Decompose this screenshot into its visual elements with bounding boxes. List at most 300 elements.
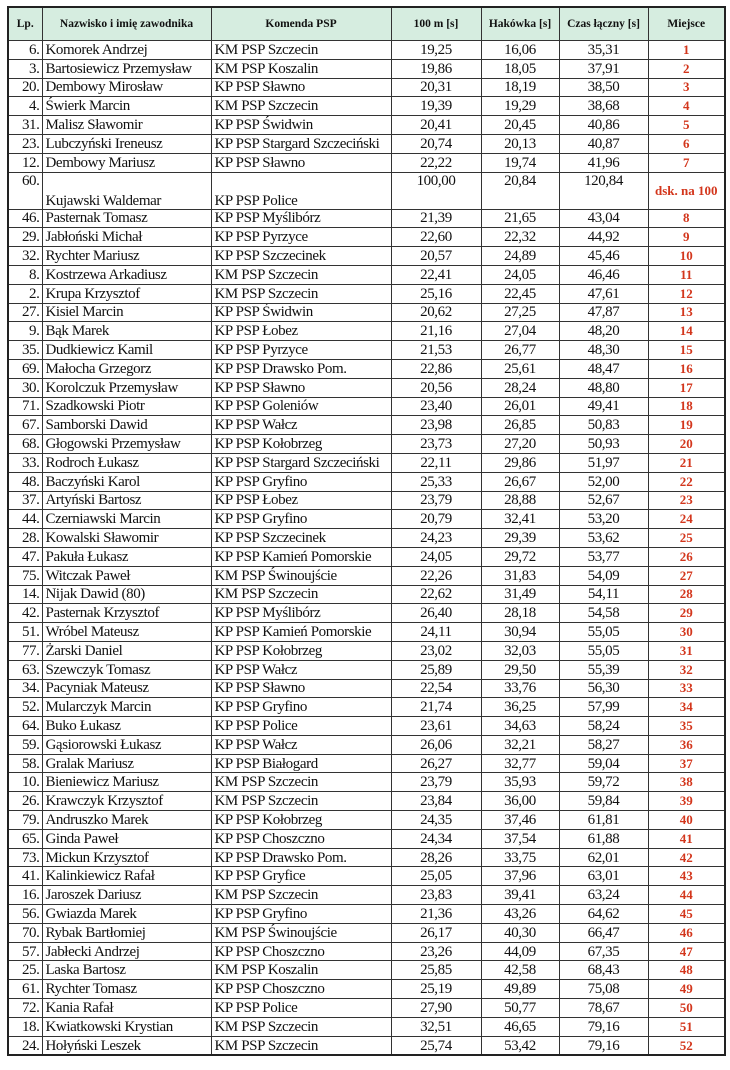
cell-total-time: 46,46 bbox=[559, 265, 648, 284]
cell-unit: KP PSP Stargard Szczeciński bbox=[211, 134, 391, 153]
cell-100m: 25,16 bbox=[391, 284, 481, 303]
table-row bbox=[8, 472, 725, 491]
cell-unit: KP PSP Sławno bbox=[211, 153, 391, 172]
cell-100m: 24,23 bbox=[391, 529, 481, 548]
cell-unit: KP PSP Sławno bbox=[211, 378, 391, 397]
cell-hakowka: 16,06 bbox=[481, 41, 559, 60]
cell-name: Andruszko Marek bbox=[42, 811, 211, 830]
cell-lp: 12. bbox=[8, 153, 42, 172]
cell-100m: 22,11 bbox=[391, 453, 481, 472]
header-100m: 100 m [s] bbox=[391, 7, 481, 41]
cell-lp: 26. bbox=[8, 792, 42, 811]
cell-lp: 31. bbox=[8, 116, 42, 135]
cell-total-time: 48,80 bbox=[559, 378, 648, 397]
cell-place: 31 bbox=[648, 641, 725, 660]
table-row bbox=[8, 604, 725, 623]
cell-lp: 3. bbox=[8, 59, 42, 78]
cell-name: Hołyński Leszek bbox=[42, 1036, 211, 1055]
cell-unit: KP PSP Świdwin bbox=[211, 116, 391, 135]
header-lp: Lp. bbox=[8, 7, 42, 41]
cell-place: 26 bbox=[648, 547, 725, 566]
cell-total-time: 55,05 bbox=[559, 623, 648, 642]
cell-100m: 20,31 bbox=[391, 78, 481, 97]
cell-hakowka: 31,83 bbox=[481, 566, 559, 585]
cell-unit: KP PSP Białogard bbox=[211, 754, 391, 773]
cell-lp: 73. bbox=[8, 848, 42, 867]
cell-100m: 20,56 bbox=[391, 378, 481, 397]
cell-unit: KM PSP Szczecin bbox=[211, 284, 391, 303]
cell-unit: KP PSP Łobez bbox=[211, 491, 391, 510]
cell-100m: 23,84 bbox=[391, 792, 481, 811]
cell-unit: KP PSP Choszczno bbox=[211, 980, 391, 999]
cell-total-time: 47,87 bbox=[559, 303, 648, 322]
cell-total-time: 35,31 bbox=[559, 41, 648, 60]
cell-name: Wróbel Mateusz bbox=[42, 623, 211, 642]
cell-place: 30 bbox=[648, 623, 725, 642]
cell-unit: KM PSP Szczecin bbox=[211, 886, 391, 905]
cell-name: Pacyniak Mateusz bbox=[42, 679, 211, 698]
cell-lp: 57. bbox=[8, 942, 42, 961]
cell-hakowka: 26,77 bbox=[481, 341, 559, 360]
table-row bbox=[8, 341, 725, 360]
cell-place: 11 bbox=[648, 265, 725, 284]
cell-100m: 23,79 bbox=[391, 491, 481, 510]
cell-place: 1 bbox=[648, 41, 725, 60]
cell-place: 23 bbox=[648, 491, 725, 510]
cell-hakowka: 28,18 bbox=[481, 604, 559, 623]
cell-place: 38 bbox=[648, 773, 725, 792]
table-row bbox=[8, 792, 725, 811]
cell-place: 18 bbox=[648, 397, 725, 416]
cell-hakowka: 39,41 bbox=[481, 886, 559, 905]
cell-unit: KP PSP Goleniów bbox=[211, 397, 391, 416]
cell-lp: 37. bbox=[8, 491, 42, 510]
cell-total-time: 78,67 bbox=[559, 999, 648, 1018]
cell-hakowka: 44,09 bbox=[481, 942, 559, 961]
table-row bbox=[8, 209, 725, 228]
cell-name: Kisiel Marcin bbox=[42, 303, 211, 322]
table-row bbox=[8, 397, 725, 416]
cell-total-time: 59,72 bbox=[559, 773, 648, 792]
cell-name: Gwiazda Marek bbox=[42, 905, 211, 924]
cell-unit: KP PSP Kołobrzeg bbox=[211, 435, 391, 454]
cell-hakowka: 26,01 bbox=[481, 397, 559, 416]
cell-lp: 25. bbox=[8, 961, 42, 980]
cell-lp: 8. bbox=[8, 265, 42, 284]
cell-100m: 23,02 bbox=[391, 641, 481, 660]
cell-total-time: 55,05 bbox=[559, 641, 648, 660]
cell-100m: 26,06 bbox=[391, 735, 481, 754]
cell-total-time: 120,84 bbox=[559, 172, 648, 209]
cell-100m: 20,62 bbox=[391, 303, 481, 322]
cell-100m: 22,60 bbox=[391, 228, 481, 247]
cell-lp: 77. bbox=[8, 641, 42, 660]
cell-total-time: 49,41 bbox=[559, 397, 648, 416]
cell-100m: 25,89 bbox=[391, 660, 481, 679]
cell-total-time: 53,77 bbox=[559, 547, 648, 566]
results-table bbox=[7, 6, 726, 1056]
cell-unit: KM PSP Szczecin bbox=[211, 773, 391, 792]
cell-unit: KP PSP Gryfino bbox=[211, 905, 391, 924]
cell-hakowka: 29,50 bbox=[481, 660, 559, 679]
cell-100m: 25,19 bbox=[391, 980, 481, 999]
cell-total-time: 63,01 bbox=[559, 867, 648, 886]
table-row bbox=[8, 153, 725, 172]
table-row bbox=[8, 999, 725, 1018]
cell-100m: 19,39 bbox=[391, 97, 481, 116]
cell-unit: KP PSP Sławno bbox=[211, 78, 391, 97]
header-unit: Komenda PSP bbox=[211, 7, 391, 41]
cell-total-time: 64,62 bbox=[559, 905, 648, 924]
cell-name: Kujawski Waldemar bbox=[42, 172, 211, 209]
cell-unit: KP PSP Police bbox=[211, 172, 391, 209]
cell-unit: KP PSP Łobez bbox=[211, 322, 391, 341]
cell-lp: 71. bbox=[8, 397, 42, 416]
cell-name: Szadkowski Piotr bbox=[42, 397, 211, 416]
cell-lp: 34. bbox=[8, 679, 42, 698]
cell-unit: KP PSP Drawsko Pom. bbox=[211, 848, 391, 867]
cell-100m: 20,79 bbox=[391, 510, 481, 529]
table-row bbox=[8, 735, 725, 754]
table-row bbox=[8, 303, 725, 322]
cell-total-time: 48,47 bbox=[559, 359, 648, 378]
cell-name: Gralak Mariusz bbox=[42, 754, 211, 773]
table-row bbox=[8, 942, 725, 961]
cell-hakowka: 49,89 bbox=[481, 980, 559, 999]
cell-total-time: 62,01 bbox=[559, 848, 648, 867]
cell-lp: 65. bbox=[8, 829, 42, 848]
cell-total-time: 66,47 bbox=[559, 923, 648, 942]
cell-place: 44 bbox=[648, 886, 725, 905]
cell-100m: 22,22 bbox=[391, 153, 481, 172]
cell-hakowka: 22,45 bbox=[481, 284, 559, 303]
cell-hakowka: 32,77 bbox=[481, 754, 559, 773]
cell-hakowka: 29,86 bbox=[481, 453, 559, 472]
cell-hakowka: 33,75 bbox=[481, 848, 559, 867]
table-row bbox=[8, 773, 725, 792]
cell-hakowka: 19,74 bbox=[481, 153, 559, 172]
cell-name: Gąsiorowski Łukasz bbox=[42, 735, 211, 754]
cell-name: Pasternak Tomasz bbox=[42, 209, 211, 228]
cell-100m: 24,35 bbox=[391, 811, 481, 830]
cell-place: 12 bbox=[648, 284, 725, 303]
cell-lp: 4. bbox=[8, 97, 42, 116]
table-row bbox=[8, 886, 725, 905]
cell-100m: 21,39 bbox=[391, 209, 481, 228]
cell-100m: 20,57 bbox=[391, 247, 481, 266]
table-row bbox=[8, 641, 725, 660]
cell-lp: 29. bbox=[8, 228, 42, 247]
cell-total-time: 51,97 bbox=[559, 453, 648, 472]
cell-name: Świerk Marcin bbox=[42, 97, 211, 116]
cell-100m: 20,41 bbox=[391, 116, 481, 135]
cell-unit: KM PSP Szczecin bbox=[211, 265, 391, 284]
table-row bbox=[8, 453, 725, 472]
cell-hakowka: 18,19 bbox=[481, 78, 559, 97]
cell-place: 19 bbox=[648, 416, 725, 435]
cell-total-time: 53,20 bbox=[559, 510, 648, 529]
cell-name: Dembowy Mirosław bbox=[42, 78, 211, 97]
cell-total-time: 55,39 bbox=[559, 660, 648, 679]
cell-100m: 23,26 bbox=[391, 942, 481, 961]
cell-hakowka: 27,04 bbox=[481, 322, 559, 341]
cell-lp: 33. bbox=[8, 453, 42, 472]
cell-100m: 21,16 bbox=[391, 322, 481, 341]
cell-unit: KP PSP Wałcz bbox=[211, 660, 391, 679]
cell-name: Rybak Bartłomiej bbox=[42, 923, 211, 942]
cell-place: 28 bbox=[648, 585, 725, 604]
cell-lp: 47. bbox=[8, 547, 42, 566]
table-row bbox=[8, 228, 725, 247]
cell-lp: 48. bbox=[8, 472, 42, 491]
cell-total-time: 47,61 bbox=[559, 284, 648, 303]
cell-lp: 58. bbox=[8, 754, 42, 773]
cell-total-time: 43,04 bbox=[559, 209, 648, 228]
cell-100m: 23,79 bbox=[391, 773, 481, 792]
cell-unit: KP PSP Drawsko Pom. bbox=[211, 359, 391, 378]
cell-place: 27 bbox=[648, 566, 725, 585]
cell-100m: 22,62 bbox=[391, 585, 481, 604]
cell-place: 29 bbox=[648, 604, 725, 623]
cell-unit: KP PSP Szczecinek bbox=[211, 529, 391, 548]
cell-place: 10 bbox=[648, 247, 725, 266]
cell-place: 4 bbox=[648, 97, 725, 116]
cell-unit: KP PSP Police bbox=[211, 999, 391, 1018]
cell-lp: 59. bbox=[8, 735, 42, 754]
cell-place: 46 bbox=[648, 923, 725, 942]
cell-name: Czerniawski Marcin bbox=[42, 510, 211, 529]
table-row bbox=[8, 754, 725, 773]
cell-name: Rychter Tomasz bbox=[42, 980, 211, 999]
table-row bbox=[8, 717, 725, 736]
cell-name: Jabłecki Andrzej bbox=[42, 942, 211, 961]
cell-100m: 21,53 bbox=[391, 341, 481, 360]
cell-total-time: 61,88 bbox=[559, 829, 648, 848]
cell-100m: 26,40 bbox=[391, 604, 481, 623]
cell-unit: KP PSP Choszczno bbox=[211, 829, 391, 848]
cell-lp: 18. bbox=[8, 1017, 42, 1036]
header-name: Nazwisko i imię zawodnika bbox=[42, 7, 211, 41]
cell-hakowka: 42,58 bbox=[481, 961, 559, 980]
cell-place: 22 bbox=[648, 472, 725, 491]
cell-total-time: 59,04 bbox=[559, 754, 648, 773]
cell-place: 8 bbox=[648, 209, 725, 228]
cell-lp: 42. bbox=[8, 604, 42, 623]
table-row bbox=[8, 961, 725, 980]
cell-unit: KP PSP Gryfino bbox=[211, 698, 391, 717]
table-row bbox=[8, 923, 725, 942]
cell-unit: KP PSP Kołobrzeg bbox=[211, 641, 391, 660]
cell-hakowka: 36,00 bbox=[481, 792, 559, 811]
cell-name: Pasternak Krzysztof bbox=[42, 604, 211, 623]
cell-100m: 19,86 bbox=[391, 59, 481, 78]
cell-hakowka: 53,42 bbox=[481, 1036, 559, 1055]
table-row bbox=[8, 698, 725, 717]
cell-unit: KM PSP Szczecin bbox=[211, 1017, 391, 1036]
cell-name: Mularczyk Marcin bbox=[42, 698, 211, 717]
cell-hakowka: 25,61 bbox=[481, 359, 559, 378]
cell-place: 5 bbox=[648, 116, 725, 135]
cell-total-time: 58,27 bbox=[559, 735, 648, 754]
cell-place: 37 bbox=[648, 754, 725, 773]
cell-name: Bartosiewicz Przemysław bbox=[42, 59, 211, 78]
cell-name: Małocha Grzegorz bbox=[42, 359, 211, 378]
cell-lp: 70. bbox=[8, 923, 42, 942]
cell-100m: 22,41 bbox=[391, 265, 481, 284]
cell-total-time: 67,35 bbox=[559, 942, 648, 961]
cell-name: Witczak Paweł bbox=[42, 566, 211, 585]
cell-100m: 23,61 bbox=[391, 717, 481, 736]
table-row bbox=[8, 679, 725, 698]
cell-unit: KP PSP Police bbox=[211, 717, 391, 736]
cell-unit: KM PSP Szczecin bbox=[211, 585, 391, 604]
cell-lp: 32. bbox=[8, 247, 42, 266]
table-row bbox=[8, 1017, 725, 1036]
cell-hakowka: 27,25 bbox=[481, 303, 559, 322]
table-row bbox=[8, 265, 725, 284]
cell-name: Bąk Marek bbox=[42, 322, 211, 341]
cell-name: Baczyński Karol bbox=[42, 472, 211, 491]
cell-total-time: 79,16 bbox=[559, 1036, 648, 1055]
cell-place: 14 bbox=[648, 322, 725, 341]
table-row bbox=[8, 41, 725, 60]
cell-lp: 20. bbox=[8, 78, 42, 97]
cell-unit: KP PSP Szczecinek bbox=[211, 247, 391, 266]
table-row bbox=[8, 980, 725, 999]
cell-place: 42 bbox=[648, 848, 725, 867]
cell-unit: KP PSP Kamień Pomorskie bbox=[211, 623, 391, 642]
cell-100m: 100,00 bbox=[391, 172, 481, 209]
cell-100m: 22,26 bbox=[391, 566, 481, 585]
cell-hakowka: 21,65 bbox=[481, 209, 559, 228]
cell-total-time: 52,00 bbox=[559, 472, 648, 491]
cell-name: Głogowski Przemysław bbox=[42, 435, 211, 454]
table-row bbox=[8, 247, 725, 266]
cell-place: 52 bbox=[648, 1036, 725, 1055]
cell-place: 16 bbox=[648, 359, 725, 378]
cell-hakowka: 43,26 bbox=[481, 905, 559, 924]
cell-total-time: 58,24 bbox=[559, 717, 648, 736]
cell-lp: 24. bbox=[8, 1036, 42, 1055]
cell-hakowka: 36,25 bbox=[481, 698, 559, 717]
cell-hakowka: 32,41 bbox=[481, 510, 559, 529]
cell-hakowka: 20,84 bbox=[481, 172, 559, 209]
cell-total-time: 54,11 bbox=[559, 585, 648, 604]
cell-lp: 46. bbox=[8, 209, 42, 228]
cell-lp: 64. bbox=[8, 717, 42, 736]
cell-hakowka: 31,49 bbox=[481, 585, 559, 604]
cell-100m: 25,74 bbox=[391, 1036, 481, 1055]
cell-name: Komorek Andrzej bbox=[42, 41, 211, 60]
cell-unit: KM PSP Świnoujście bbox=[211, 923, 391, 942]
cell-place: dsk. na 100 bbox=[648, 172, 725, 209]
cell-name: Żarski Daniel bbox=[42, 641, 211, 660]
cell-place: 33 bbox=[648, 679, 725, 698]
cell-total-time: 48,20 bbox=[559, 322, 648, 341]
cell-place: 48 bbox=[648, 961, 725, 980]
cell-unit: KP PSP Myślibórz bbox=[211, 209, 391, 228]
cell-name: Mickun Krzysztof bbox=[42, 848, 211, 867]
cell-100m: 20,74 bbox=[391, 134, 481, 153]
cell-unit: KP PSP Gryfino bbox=[211, 472, 391, 491]
cell-hakowka: 37,96 bbox=[481, 867, 559, 886]
table-row bbox=[8, 660, 725, 679]
cell-name: Samborski Dawid bbox=[42, 416, 211, 435]
cell-total-time: 75,08 bbox=[559, 980, 648, 999]
cell-hakowka: 35,93 bbox=[481, 773, 559, 792]
cell-name: Kostrzewa Arkadiusz bbox=[42, 265, 211, 284]
cell-total-time: 44,92 bbox=[559, 228, 648, 247]
cell-total-time: 41,96 bbox=[559, 153, 648, 172]
cell-name: Nijak Dawid (80) bbox=[42, 585, 211, 604]
cell-place: 13 bbox=[648, 303, 725, 322]
cell-total-time: 68,43 bbox=[559, 961, 648, 980]
cell-total-time: 38,50 bbox=[559, 78, 648, 97]
cell-total-time: 53,62 bbox=[559, 529, 648, 548]
cell-name: Rychter Mariusz bbox=[42, 247, 211, 266]
cell-place: 45 bbox=[648, 905, 725, 924]
table-row bbox=[8, 97, 725, 116]
table-row bbox=[8, 623, 725, 642]
cell-hakowka: 20,45 bbox=[481, 116, 559, 135]
cell-total-time: 57,99 bbox=[559, 698, 648, 717]
cell-hakowka: 26,85 bbox=[481, 416, 559, 435]
cell-lp: 14. bbox=[8, 585, 42, 604]
cell-unit: KM PSP Koszalin bbox=[211, 961, 391, 980]
cell-hakowka: 24,05 bbox=[481, 265, 559, 284]
cell-lp: 56. bbox=[8, 905, 42, 924]
cell-hakowka: 22,32 bbox=[481, 228, 559, 247]
cell-lp: 41. bbox=[8, 867, 42, 886]
cell-name: Rodroch Łukasz bbox=[42, 453, 211, 472]
cell-100m: 21,74 bbox=[391, 698, 481, 717]
cell-name: Malisz Sławomir bbox=[42, 116, 211, 135]
table-row bbox=[8, 585, 725, 604]
cell-total-time: 56,30 bbox=[559, 679, 648, 698]
cell-unit: KP PSP Kamień Pomorskie bbox=[211, 547, 391, 566]
table-row bbox=[8, 284, 725, 303]
cell-place: 9 bbox=[648, 228, 725, 247]
cell-total-time: 50,83 bbox=[559, 416, 648, 435]
header-row bbox=[8, 7, 725, 41]
cell-100m: 24,34 bbox=[391, 829, 481, 848]
cell-place: 36 bbox=[648, 735, 725, 754]
header-place: Miejsce bbox=[648, 7, 725, 41]
cell-place: 47 bbox=[648, 942, 725, 961]
table-row bbox=[8, 59, 725, 78]
cell-100m: 32,51 bbox=[391, 1017, 481, 1036]
cell-lp: 69. bbox=[8, 359, 42, 378]
cell-unit: KP PSP Pyrzyce bbox=[211, 341, 391, 360]
cell-place: 40 bbox=[648, 811, 725, 830]
cell-total-time: 40,87 bbox=[559, 134, 648, 153]
cell-name: Dudkiewicz Kamil bbox=[42, 341, 211, 360]
table-row bbox=[8, 811, 725, 830]
cell-100m: 24,05 bbox=[391, 547, 481, 566]
cell-100m: 23,40 bbox=[391, 397, 481, 416]
cell-name: Lubczyński Ireneusz bbox=[42, 134, 211, 153]
cell-hakowka: 20,13 bbox=[481, 134, 559, 153]
cell-name: Kania Rafał bbox=[42, 999, 211, 1018]
table-row bbox=[8, 566, 725, 585]
cell-hakowka: 19,29 bbox=[481, 97, 559, 116]
cell-place: 34 bbox=[648, 698, 725, 717]
cell-lp: 10. bbox=[8, 773, 42, 792]
cell-name: Buko Łukasz bbox=[42, 717, 211, 736]
cell-lp: 60. bbox=[8, 172, 42, 209]
cell-lp: 67. bbox=[8, 416, 42, 435]
table-row bbox=[8, 416, 725, 435]
